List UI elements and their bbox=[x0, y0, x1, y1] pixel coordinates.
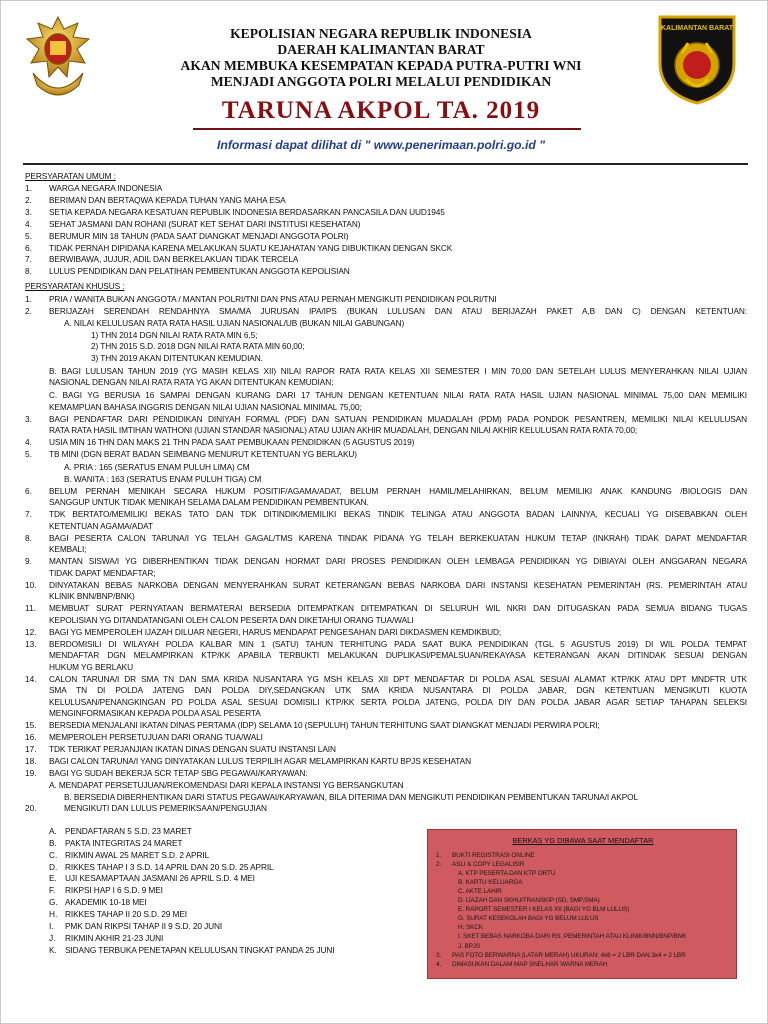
khusus-line-text: KLINIK BNN/BNP/BNK) bbox=[49, 591, 135, 601]
berkas-item-text: D. IJAZAH DAN SKHU/TRANSKIP (SD, SMP,SMA) bbox=[458, 897, 600, 905]
khusus-line-text: MANTAN SISWA/I YG DIBERHENTIKAN TIDAK DENGAN HORMAT DARI PROSES PENDIDIKAN OLEH LEMBAGA PENDIDIKAN YG DIBIAYAI OLEH ANGGARAN NEGARA bbox=[49, 556, 747, 566]
schedule-item-text: AKADEMIK 10-18 MEI bbox=[65, 897, 147, 908]
khusus-line-text: TB MINI (DGN BERAT BADAN SEIMBANG MENURUT KETENTUAN YG BERLAKU) bbox=[49, 449, 357, 459]
khusus-line-text: MENDAFTAR DGN MELAMPIRKAN KTP/KK APABILA TERBUKTI MELAKUKAN DUPLIKASI/PEMALSUAN/REKAYASA KETERANGAN AKAN DITINDAK SESUAI DENGAN bbox=[49, 650, 747, 660]
khusus-item-number: 20. bbox=[25, 803, 37, 813]
berkas-item-text: C. AKTE LAHIR bbox=[458, 888, 502, 896]
title-underline bbox=[193, 128, 581, 130]
khusus-line-text: A. MENDAPAT PERSETUJUAN/REKOMENDASI DARI KEPALA INSTANSI YG BERSANGKUTAN bbox=[49, 780, 404, 790]
header-line-4: MENJADI ANGGOTA POLRI MELALUI PENDIDIKAN bbox=[210, 74, 552, 89]
berkas-item-text: I. SKET BEBAS NARKOBA DARI RS. PEMERINTAH ATAU KLINIK/BNN/BNP/BNK bbox=[458, 933, 687, 941]
berkas-item-text: ASLI & COPY LEGALISIR bbox=[452, 861, 525, 869]
khusus-item-number: 15. bbox=[25, 720, 37, 730]
khusus-item-number: 16. bbox=[25, 732, 37, 742]
khusus-line-text: CALON TARUNA/I DR SMA TN DAN SMA KRIDA NUSANTARA YG MSH KELAS XII DPT MENDAFTAR DI POLDA ASAL SESUAI ALAMAT KTP/KK ATAU DPT MNDFTR UTK bbox=[49, 673, 747, 684]
berkas-item-text: E. RAPORT SEMESTER I KELAS XII (BAGI YG BLM LULUS) bbox=[458, 906, 630, 914]
umum-item-text: SETIA KEPADA NEGARA KESATUAN REPUBLIK INDONESIA BERDASARKAN PANCASILA DAN UUD1945 bbox=[49, 206, 445, 217]
khusus-line-text: BERSEDIA MENJALANI IKATAN DINAS PERTAMA (IDP) SELAMA 10 (SEPULUH) TAHUN TERHITUNG SAAT DIANGKAT MENJADI PERWIRA POLRI; bbox=[49, 720, 600, 730]
khusus-item-number: 19. bbox=[25, 768, 37, 778]
info-link-text[interactable]: Informasi dapat dilihat di " www.penerimaan.polri.go.id " bbox=[216, 138, 545, 152]
khusus-line-text: 3) THN 2019 AKAN DITENTUKAN KEMUDIAN. bbox=[91, 352, 263, 363]
umum-item-number: 5. bbox=[25, 230, 32, 241]
berkas-item-text: PAS FOTO BERWARNA (LATAR MERAH) UKURAN: 4x6 = 2 LBR DAN 3x4 = 2 LBR bbox=[452, 951, 686, 959]
khusus-item-number: 17. bbox=[25, 744, 37, 754]
khusus-item-number: 2. bbox=[25, 306, 32, 316]
khusus-line-text: BERIJAZAH SERENDAH RENDAHNYA SMA/MA JURUSAN IPA/IPS (BUKAN LULUSAN DAN ATAU BERIJAZAH PAKET A,B DAN C) DENGAN KETENTUAN: bbox=[49, 306, 747, 316]
khusus-line-text: BAGI PESERTA CALON TARUNA/I YG TELAH GAGAL/TMS KARENA TINDAK PIDANA YG TELAH BERKEKUATAN HUKUM TETAP (INKRAH) TIDAK DAPAT MENDAFTAR bbox=[49, 532, 747, 543]
berkas-item-text: DIMASUKAN DALAM MAP SNELHAR WARNA MERAH bbox=[452, 960, 608, 968]
umum-item-number: 3. bbox=[25, 206, 32, 217]
khusus-line-text: BERDOMISILI DI WILAYAH POLDA KALBAR MIN 1 (SATU) TAHUN TERHITUNG PADA SAAT BUKA PENDIDIKAN (TGL 5 AGUSTUS 2019) DI WIL POLDA TEMPAT bbox=[49, 638, 747, 649]
schedule-item-letter: J. bbox=[49, 932, 56, 943]
schedule-item-text: RIKMIN AWAL 25 MARET S.D. 2 APRIL bbox=[65, 849, 210, 860]
khusus-line-text: BAGI CALON TARUNA/I YANG DINYATAKAN LULUS TERPILIH AGAR MELAMPIRKAN KARTU BPJS KESEHATAN bbox=[49, 756, 471, 766]
khusus-line-text: NASIONAL DENGAN NILAI RATA RATA YG AKAN DITENTUKAN KEMUDIAN; bbox=[49, 377, 334, 387]
schedule-item-text: RIKKES TAHAP II 20 S.D. 29 MEI bbox=[65, 908, 187, 919]
schedule-item-letter: D. bbox=[49, 861, 58, 872]
khusus-line-text: BELUM PERNAH MENIKAH SECARA HUKUM POSITIF/AGAMA/ADAT, BELUM PERNAH HAMIL/MELAHIRKAN, BELUM MEMILIKI ANAK KANDUNG /BIOLOGIS DAN bbox=[49, 485, 747, 496]
khusus-line-text: BAGI PENDAFTAR DARI PENDIDIKAN DINIYAH FORMAL (PDF) DAN SATUAN PENDIDIKAN MUADALAH (PDM) PADA PONDOK PESANTREN, MEMILIKI NILAI KELULUSAN bbox=[49, 413, 747, 424]
khusus-item-number: 18. bbox=[25, 756, 37, 766]
khusus-item-number: 10. bbox=[25, 579, 37, 590]
khusus-line-text: 1) THN 2014 DGN NILAI RATA RATA MIN 6,5; bbox=[91, 329, 258, 340]
khusus-item-number: 6. bbox=[25, 485, 32, 496]
khusus-item-number: 4. bbox=[25, 437, 32, 447]
schedule-item-text: RIKKES TAHAP I 3 S.D. 14 APRIL DAN 20 S.D. 25 APRIL bbox=[65, 861, 274, 872]
schedule-item-letter: B. bbox=[49, 837, 57, 848]
header-line-2: DAERAH KALIMANTAN BARAT bbox=[277, 42, 485, 57]
schedule-item-text: RIKPSI HAP I 6 S.D. 9 MEI bbox=[65, 885, 163, 896]
khusus-line-text: PRIA / WANITA BUKAN ANGGOTA / MANTAN POLRI/TNI DAN PNS ATAU PERNAH MENGIKUTI PENDIDIKAN POLRI/TNI bbox=[49, 294, 497, 304]
berkas-item-text: G. SURAT KESEKOLAH BAGI YG BELUM LULUS bbox=[458, 915, 599, 923]
berkas-item-number: 3. bbox=[436, 951, 442, 959]
khusus-line-text: DINYATAKAN BEBAS NARKOBA DENGAN MENYERAHKAN SURAT KETERANGAN BEBAS NARKOBA DARI INSTANSI KESEHATAN PEMERINTAH (RS. PEMERINTAH ATAU bbox=[49, 579, 747, 590]
khusus-line-text: MEMPEROLEH PERSETUJUAN DARI ORANG TUA/WALI bbox=[49, 732, 263, 742]
khusus-line-text: KETENTUAN AGAMA/ADAT bbox=[49, 520, 153, 531]
schedule-item-letter: A. bbox=[49, 826, 57, 836]
polda-kalbar-badge-icon bbox=[656, 13, 738, 105]
khusus-line-text: KEPOLISIAN YG DITANDATANGANI OLEH CALON PESERTA DAN DIKETAHUI ORANG TUA/WALI bbox=[49, 614, 414, 625]
khusus-item-number: 1. bbox=[25, 294, 32, 304]
umum-heading: PERSYARATAN UMUM : bbox=[25, 171, 116, 181]
khusus-item-number: 9. bbox=[25, 556, 32, 566]
khusus-line-text: MENGIKUTI DAN LULUS PEMERIKSAAN/PENGUJIAN bbox=[64, 803, 267, 813]
schedule-item-letter: F. bbox=[49, 885, 56, 896]
umum-item-text: BERWIBAWA, JUJUR, ADIL DAN BERKELAKUAN TIDAK TERCELA bbox=[49, 254, 299, 265]
schedule-item-letter: G. bbox=[49, 897, 58, 908]
khusus-line-text: USIA MIN 16 THN DAN MAKS 21 THN PADA SAAT PEMBUKAAN PENDIDIKAN (5 AGUSTUS 2019) bbox=[49, 437, 415, 447]
umum-item-text: LULUS PENDIDIKAN DAN PELATIHAN PEMBENTUKAN ANGGOTA KEPOLISIAN bbox=[49, 266, 350, 277]
umum-item-text: WARGA NEGARA INDONESIA bbox=[49, 183, 163, 193]
khusus-heading: PERSYARATAN KHUSUS : bbox=[25, 281, 125, 291]
umum-item-number: 7. bbox=[25, 254, 32, 265]
khusus-line-text: B. WANITA : 163 (SERATUS ENAM PULUH TIGA) CM bbox=[64, 473, 262, 484]
khusus-line-text: KEMBALI; bbox=[49, 544, 87, 554]
khusus-line-text: BAGI YG SUDAH BEKERJA SCR TETAP SBG PEGAWAI/KARYAWAN: bbox=[49, 768, 308, 778]
umum-item-number: 6. bbox=[25, 242, 32, 253]
umum-item-number: 8. bbox=[25, 266, 32, 277]
khusus-item-number: 13. bbox=[25, 638, 37, 649]
khusus-line-text: KELULUSAN/PENANGKINGAN PD POLDA ASAL SESUAI DOMISILI KTP/KK SERTA POLDA JATENG, POLDA DIY DAN POLDA JABAR AGAR SETIAP TAHAPAN SELEKSI bbox=[49, 696, 747, 707]
khusus-line-text: MEMBUAT SURAT PERNYATAAN BERMATERAI BERSEDIA DITEMPATKAN DITEMPATKAN DI SELURUH WIL NKRI DAN DITUGASKAN PADA SEMUA BIDANG TUGAS bbox=[49, 603, 747, 613]
khusus-line-text: KEMAMPUAN BAHASA INGGRIS DENGAN NILAI UJIAN NASIONAL MINIMAL 75,00; bbox=[49, 401, 362, 412]
khusus-line-text: A. PRIA : 165 (SERATUS ENAM PULUH LIMA) CM bbox=[64, 462, 250, 472]
schedule-item-letter: K. bbox=[49, 944, 57, 955]
khusus-line-text: TDK TERIKAT PERJANJIAN IKATAN DINAS DENGAN SUATU INSTANSI LAIN bbox=[49, 744, 336, 754]
khusus-item-number: 8. bbox=[25, 532, 32, 543]
umum-item-text: TIDAK PERNAH DIPIDANA KARENA MELAKUKAN SUATU KEJAHATAN YANG DIBUKTIKAN DENGAN SKCK bbox=[49, 242, 453, 253]
khusus-line-text: 2) THN 2015 S.D. 2018 DGN NILAI RATA RATA MIN 60,00; bbox=[91, 341, 305, 351]
umum-item-number: 1. bbox=[25, 183, 32, 193]
berkas-item-number: 4. bbox=[436, 960, 442, 968]
schedule-item-text: SIDANG TERBUKA PENETAPAN KELULUSAN TINGKAT PANDA 25 JUNI bbox=[65, 944, 335, 955]
umum-item-text: SEHAT JASMANI DAN ROHANI (SURAT KET SEHAT DARI INSTITUSI KESEHATAN) bbox=[49, 218, 361, 229]
schedule-item-text: PMK DAN RIKPSI TAHAP II 9 S.D. 20 JUNI bbox=[65, 920, 223, 931]
header-line-1: KEPOLISIAN NEGARA REPUBLIK INDONESIA bbox=[230, 26, 532, 41]
berkas-item-text: H. SKCK bbox=[458, 924, 483, 932]
badge-label: KALIMANTAN BARAT bbox=[660, 25, 734, 32]
berkas-item-text: J. BPJS bbox=[458, 942, 481, 950]
berkas-title: BERKAS YG DIBAWA SAAT MENDAFTAR bbox=[512, 836, 654, 845]
berkas-item-text: BUKTI REGISTRASI ONLINE bbox=[452, 852, 535, 859]
polri-emblem-icon bbox=[23, 13, 93, 99]
schedule-item-letter: I. bbox=[49, 920, 54, 931]
khusus-line-text: SANGGUP UNTUK TIDAK MENIKAH SELAMA DALAM PENDIDIKAN PEMBENTUKAN. bbox=[49, 497, 369, 507]
khusus-line-text: TIDAK DAPAT MENDAFTAR; bbox=[49, 567, 156, 578]
khusus-item-number: 14. bbox=[25, 673, 37, 684]
khusus-item-number: 3. bbox=[25, 413, 32, 424]
khusus-item-number: 11. bbox=[25, 603, 36, 613]
schedule-item-text: PAKTA INTEGRITAS 24 MARET bbox=[65, 837, 183, 848]
schedule-item-letter: E. bbox=[49, 873, 57, 884]
schedule-item-text: UJI KESAMAPTAAN JASMANI 26 APRIL S.D. 4 MEI bbox=[65, 873, 255, 884]
khusus-item-number: 12. bbox=[25, 626, 37, 637]
khusus-line-text: C. BAGI YG BERUSIA 16 SAMPAI DENGAN KURANG DARI 17 TAHUN DENGAN KETENTUAN NILAI RATA RATA HASIL UJIAN NASIONAL MINIMAL 75,00 DAN MEMILIKI bbox=[49, 390, 747, 400]
berkas-item-text: B. KARTU KELUARGA bbox=[458, 879, 523, 887]
khusus-line-text: A. NILAI KELULUSAN RATA RATA HASIL UJIAN NASIONAL/UB (BUKAN NILAI GABUNGAN) bbox=[64, 317, 405, 328]
khusus-line-text: B. BAGI LULUSAN TAHUN 2019 (YG MASIH KELAS XII) NILAI RAPOR RATA RATA KELAS XII SEMESTER I MIN 70,00 DAN SETELAH LULUS MENYERAHKAN NILAI UJIAN bbox=[49, 365, 747, 376]
berkas-item-number: 1. bbox=[436, 852, 442, 859]
khusus-item-number: 7. bbox=[25, 509, 32, 519]
berkas-item-number: 2. bbox=[436, 861, 442, 869]
schedule-item-text: PENDAFTARAN 5 S.D. 23 MARET bbox=[65, 826, 192, 836]
umum-item-text: BERIMAN DAN BERTAQWA KEPADA TUHAN YANG MAHA ESA bbox=[49, 194, 286, 205]
khusus-line-text: B. BERSEDIA DIBERHENTIKAN DARI STATUS PEGAWAI/KARYAWAN, BILA DITERIMA DAN MENGIKUTI PENDIDIKAN PEMBENTUKAN TARUNA/I AKPOL bbox=[64, 791, 639, 802]
header-divider bbox=[23, 163, 748, 165]
umum-item-text: BERUMUR MIN 18 TAHUN (PADA SAAT DIANGKAT MENJADI ANGGOTA POLRI) bbox=[49, 230, 349, 241]
khusus-item-number: 5. bbox=[25, 449, 32, 459]
berkas-box bbox=[427, 829, 737, 979]
khusus-line-text: MENGINFORMASIKAN KEPADA POLDA ASAL PESERTA bbox=[49, 708, 261, 718]
khusus-line-text: TDK BERTATO/MEMILIKI BEKAS TATO DAN TDK DITINDIK/MEMILIKI BEKAS TINDIK TELINGA ATAU ANGGOTA BADAN LAINNYA, KECUALI YG DISEBABKAN OLEH bbox=[49, 509, 747, 519]
khusus-line-text: RATA RATA HASIL IMTIHAN WATHONI (UJIAN STANDAR NASIONAL) ATAU UJIAN AKHIR MUADALAH, DENGAN NILAI AKHIR KELULUSAN RATA RATA 70,00; bbox=[49, 425, 638, 435]
khusus-line-text: SMA TN DI POLDA JATENG DAN POLDA DIY,SEDANGKAN UTK SMA KRIDA NUSANTARA DI POLDA JABAR, DGN KETENTUAN MENGIKUTI KUOTA bbox=[49, 685, 747, 695]
umum-item-number: 4. bbox=[25, 218, 32, 229]
page-title: TARUNA AKPOL TA. 2019 bbox=[221, 97, 541, 124]
schedule-item-letter: C. bbox=[49, 849, 58, 860]
header-line-3: AKAN MEMBUKA KESEMPATAN KEPADA PUTRA-PUTRI WNI bbox=[180, 58, 582, 73]
khusus-line-text: BAGI YG MEMPEROLEH IJAZAH DILUAR NEGERI, HARUS MENDAPAT PENGESAHAN DARI DIKDASMEN KEMDIKBUD; bbox=[49, 626, 502, 637]
khusus-line-text: HUKUM YG BERLAKU bbox=[49, 661, 134, 672]
berkas-item-text: A. KTP PESERTA DAN KTP ORTU bbox=[458, 870, 556, 878]
schedule-item-text: RIKMIN AKHIR 21-23 JUNI bbox=[65, 932, 164, 943]
schedule-item-letter: H. bbox=[49, 908, 58, 919]
umum-item-number: 2. bbox=[25, 194, 32, 205]
